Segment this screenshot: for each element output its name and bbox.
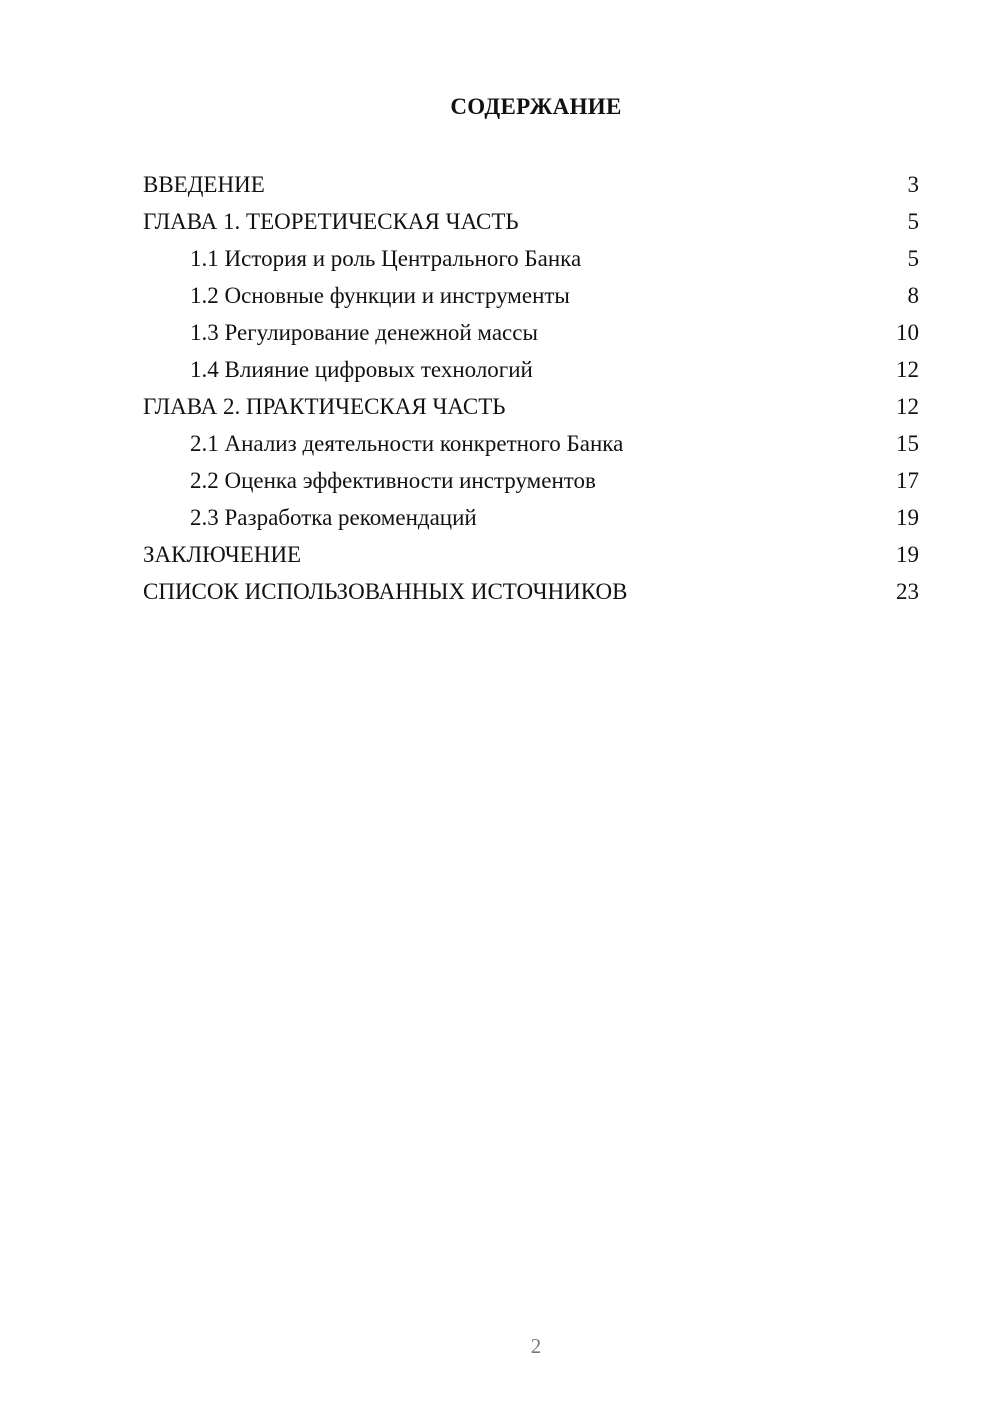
toc-entry-references[interactable] xyxy=(143,573,919,610)
toc-entry-page: 12 xyxy=(896,394,919,419)
toc-entry-section-1-1[interactable] xyxy=(143,240,919,277)
toc-entry-section-2-2[interactable] xyxy=(143,462,919,499)
toc-entry-label: 1.4 Влияние цифровых технологий xyxy=(190,357,533,382)
toc-entry-page: 3 xyxy=(907,172,919,197)
toc-entry-label: ГЛАВА 1. ТЕОРЕТИЧЕСКАЯ ЧАСТЬ xyxy=(143,209,519,234)
toc-entry-label: 1.2 Основные функции и инструменты xyxy=(190,283,570,308)
toc-entry-label: ЗАКЛЮЧЕНИЕ xyxy=(143,542,302,567)
page-number: 2 xyxy=(530,1334,542,1358)
toc-entry-section-1-3[interactable] xyxy=(143,314,919,351)
toc-entry-label: ВВЕДЕНИЕ xyxy=(143,172,265,197)
table-of-contents xyxy=(143,166,919,610)
toc-entry-page: 10 xyxy=(896,320,919,345)
toc-entry-chapter-1[interactable] xyxy=(143,203,919,240)
toc-entry-label: ГЛАВА 2. ПРАКТИЧЕСКАЯ ЧАСТЬ xyxy=(143,394,506,419)
toc-entry-label: СПИСОК ИСПОЛЬЗОВАННЫХ ИСТОЧНИКОВ xyxy=(143,579,628,604)
toc-entry-page: 8 xyxy=(907,283,919,308)
toc-entry-label: 1.1 История и роль Центрального Банка xyxy=(190,246,582,271)
toc-entry-page: 5 xyxy=(907,246,919,271)
toc-entry-label: 1.3 Регулирование денежной массы xyxy=(190,320,538,345)
toc-entry-section-1-2[interactable] xyxy=(143,277,919,314)
toc-entry-section-1-4[interactable] xyxy=(143,351,919,388)
toc-entry-introduction[interactable] xyxy=(143,166,919,203)
toc-entry-chapter-2[interactable] xyxy=(143,388,919,425)
toc-entry-page: 23 xyxy=(896,579,919,604)
toc-entry-section-2-3[interactable] xyxy=(143,499,919,536)
toc-entry-label: 2.1 Анализ деятельности конкретного Банка xyxy=(190,431,624,456)
toc-entry-section-2-1[interactable] xyxy=(143,425,919,462)
toc-entry-page: 15 xyxy=(896,431,919,456)
toc-entry-page: 19 xyxy=(896,505,919,530)
toc-entry-page: 19 xyxy=(896,542,919,567)
toc-entry-page: 12 xyxy=(896,357,919,382)
toc-entry-conclusion[interactable] xyxy=(143,536,919,573)
toc-entry-page: 5 xyxy=(907,209,919,234)
toc-entry-page: 17 xyxy=(896,468,919,493)
page-title: СОДЕРЖАНИЕ xyxy=(450,94,622,119)
toc-entry-label: 2.2 Оценка эффективности инструментов xyxy=(190,468,596,493)
toc-entry-label: 2.3 Разработка рекомендаций xyxy=(190,505,477,530)
